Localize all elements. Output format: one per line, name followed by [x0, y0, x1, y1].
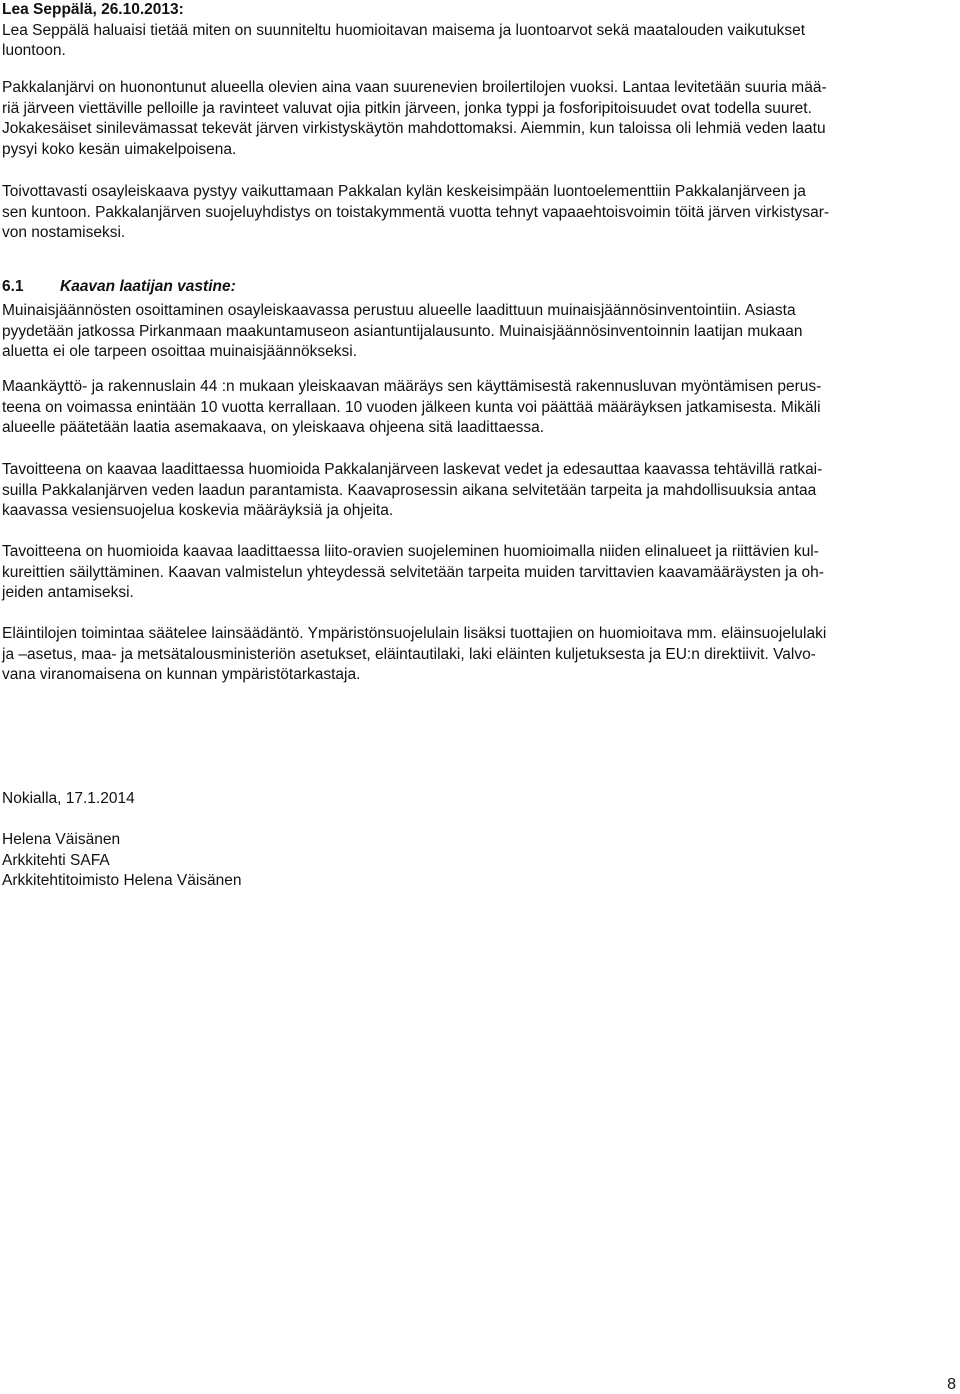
paragraph-line: teena on voimassa enintään 10 vuotta kerrallaan. 10 vuoden jälkeen kunta voi päättää määräyksen jatkamisesta. Mikäli	[2, 398, 821, 416]
signer-office: Arkkitehtitoimisto Helena Väisänen	[2, 872, 242, 889]
paragraph-line: pysyi koko kesän uimakelpoisena.	[2, 140, 237, 158]
paragraph-line: jeiden antamiseksi.	[2, 584, 134, 601]
response-paragraph-1	[2, 301, 952, 363]
section-number: 6.1	[2, 278, 24, 295]
paragraph-line: Jokakesäiset sinilevämassat tekevät järven virkistyskäytön mahdottomaksi. Aiemmin, kun taloissa oli lehmiä veden laatu	[2, 120, 826, 137]
response-paragraph-3	[2, 460, 952, 522]
comment-paragraph-1	[2, 78, 952, 160]
paragraph-line: vana viranomaisena on kunnan ympäristötarkastaja.	[2, 666, 361, 683]
comment-intro-line: Lea Seppälä haluaisi tietää miten on suunniteltu huomioitavan maisema ja luontoarvot sekä maatalouden vaikutukset	[2, 21, 806, 39]
signature-block	[2, 830, 952, 892]
signer-name: Helena Väisänen	[2, 831, 121, 848]
comment-heading: Lea Seppälä, 26.10.2013:	[2, 1, 184, 18]
comment-block	[2, 0, 952, 62]
paragraph-line: alueelle päätetään laatia asemakaava, on yleiskaava ohjeena sitä laadittaessa.	[2, 419, 545, 436]
comment-intro-line: luontoon.	[2, 42, 66, 59]
paragraph-line: Eläintilojen toimintaa säätelee lainsäädäntö. Ympäristönsuojelulain lisäksi tuottajien on huomioitava mm. eläinsuojelulaki	[2, 625, 827, 642]
paragraph-line: kaavassa vesiensuojelua koskevia määräyksiä ja ohjeita.	[2, 502, 394, 519]
paragraph-line: Muinaisjäännösten osoittaminen osayleiskaavassa perustuu alueelle laadittuun muinaisjäännösinventointiin. Asiasta	[2, 302, 796, 319]
signer-title: Arkkitehti SAFA	[2, 851, 110, 869]
signature-date	[2, 789, 952, 810]
paragraph-line: ja –asetus, maa- ja metsätalousministeriön asetukset, eläintautilaki, laki eläinten kuljetuksesta ja EU:n direktiivit. Valvo-	[2, 645, 816, 663]
response-paragraph-2	[2, 377, 952, 439]
paragraph-line: pyydetään jatkossa Pirkanmaan maakuntamuseon asiantuntijalausunto. Muinaisjäännösinventoinnin laatijan mukaan	[2, 322, 803, 340]
comment-paragraph-2	[2, 182, 952, 244]
paragraph-line: suilla Pakkalanjärven veden laadun parantamista. Kaavaprosessin aikana selvitetään tarpeita ja mahdollisuuksia antaa	[2, 481, 817, 499]
paragraph-line: Pakkalanjärvi on huonontunut alueella olevien aina vaan suurenevien broilertilojen vuoksi. Lantaa levitetään suuria mää-	[2, 79, 827, 96]
paragraph-line: von nostamiseksi.	[2, 224, 126, 241]
place-date: Nokialla, 17.1.2014	[2, 790, 135, 807]
response-paragraph-4	[2, 542, 952, 604]
paragraph-line: Tavoitteena on kaavaa laadittaessa huomioida Pakkalanjärveen laskevat vedet ja edesauttaa kaavassa tehtävillä ratkai-	[2, 461, 823, 478]
section-heading	[2, 277, 236, 298]
page-number: 8	[947, 1376, 956, 1393]
response-paragraph-5	[2, 624, 952, 686]
paragraph-line: Toivottavasti osayleiskaava pystyy vaikuttamaan Pakkalan kylän keskeisimpään luontoelementtiin Pakkalanjärveen ja	[2, 183, 806, 200]
paragraph-line: Tavoitteena on huomioida kaavaa laadittaessa liito-oravien suojeleminen huomioimalla niiden elinalueet ja riittävien kul-	[2, 543, 819, 560]
paragraph-line: aluetta ei ole tarpeen osoittaa muinaisjäännökseksi.	[2, 343, 358, 360]
paragraph-line: sen kuntoon. Pakkalanjärven suojeluyhdistys on toistakymmentä vuotta tehnyt vapaaehtoisvoimin töitä järven virkistysar-	[2, 203, 830, 221]
paragraph-line: kureittien säilyttäminen. Kaavan valmistelun yhteydessä selvitetään tarpeita muiden tarvittavien kaavamääräysten ja oh-	[2, 563, 824, 581]
paragraph-line: riä järveen viettäville pelloille ja ravinteet valuvat ojia pitkin järveen, jonka typpi ja fosforipitoisuudet ovat todella suuret.	[2, 99, 812, 117]
paragraph-line: Maankäyttö- ja rakennuslain 44 :n mukaan yleiskaavan määräys sen käyttämisestä rakennusluvan myöntämisen perus-	[2, 378, 822, 395]
section-title: Kaavan laatijan vastine:	[60, 278, 236, 295]
